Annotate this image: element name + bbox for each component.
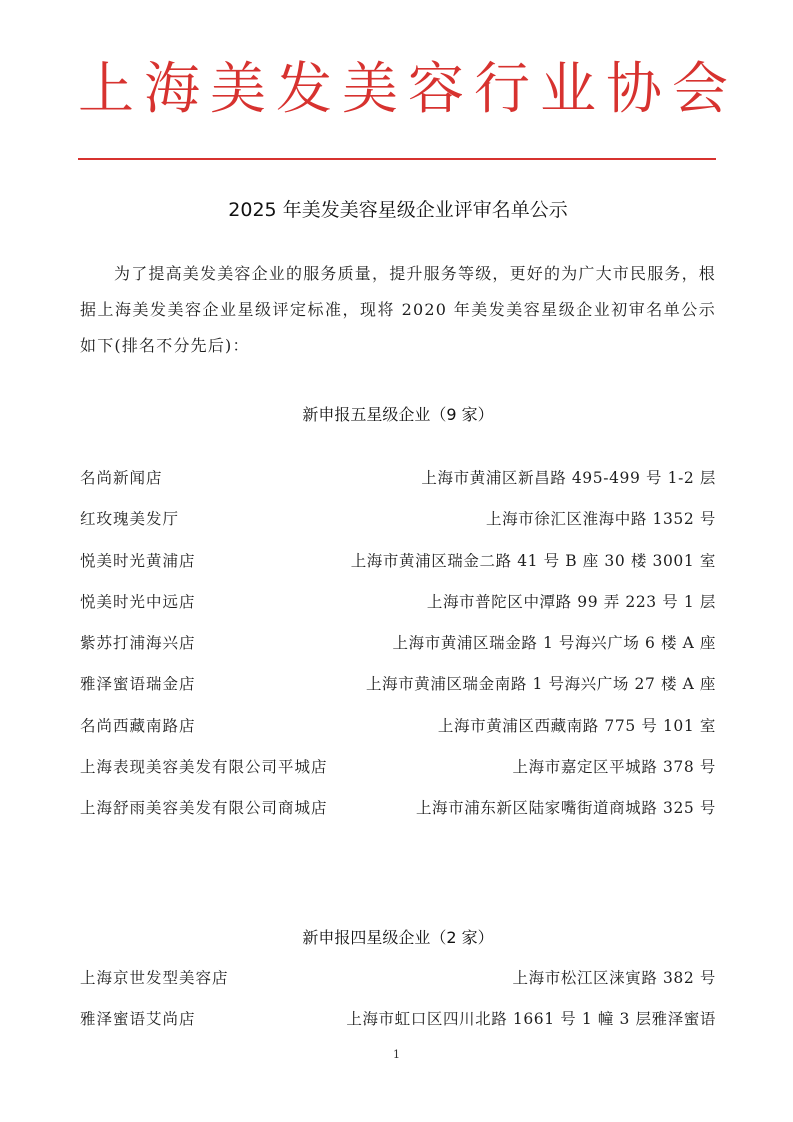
list-item <box>80 466 716 507</box>
list-item <box>80 796 716 837</box>
list-item <box>80 549 716 590</box>
business-address: 上海市嘉定区平城路 378 号 <box>512 758 716 777</box>
list-item <box>80 590 716 631</box>
business-name: 雅泽蜜语瑞金店 <box>80 675 196 694</box>
list-item <box>80 755 716 796</box>
business-address: 上海市普陀区中潭路 99 弄 223 号 1 层 <box>426 592 716 611</box>
business-name: 悦美时光黄浦店 <box>80 551 196 570</box>
section-heading-five-star: 新申报五星级企业（9 家） <box>302 405 494 424</box>
business-address: 上海市黄浦区瑞金南路 1 号海兴广场 27 楼 A 座 <box>365 675 716 694</box>
five-star-list <box>80 466 716 838</box>
business-name: 雅泽蜜语艾尚店 <box>80 1010 196 1029</box>
business-name: 悦美时光中远店 <box>80 592 196 611</box>
business-name: 红玫瑰美发厅 <box>80 510 180 529</box>
list-item <box>80 966 716 1007</box>
page-number: 1 <box>393 1048 400 1061</box>
four-star-list <box>80 966 716 1049</box>
business-name: 上海京世发型美容店 <box>80 969 229 987</box>
business-address: 上海市黄浦区新昌路 495-499 号 1-2 层 <box>421 469 716 487</box>
document-title: 2025 年美发美容星级企业评审名单公示 <box>228 199 568 221</box>
business-name: 上海表现美容美发有限公司平城店 <box>80 758 328 777</box>
list-item <box>80 672 716 713</box>
intro-paragraph: 为了提高美发美容企业的服务质量，提升服务等级，更好的为广大市民服务，根据上海美发美容企业星级评定标准，现将 2020 年美发美容星级企业初审名单公示如下(排名不分先后)： <box>80 264 717 355</box>
business-name: 紫苏打浦海兴店 <box>80 634 196 653</box>
business-address: 上海市黄浦区瑞金路 1 号海兴广场 6 楼 A 座 <box>392 634 716 653</box>
organization-letterhead: 上海美发美容行业协会 <box>78 57 738 122</box>
business-address: 上海市浦东新区陆家嘴街道商城路 325 号 <box>415 799 716 818</box>
business-name: 上海舒雨美容美发有限公司商城店 <box>80 799 328 818</box>
business-name: 名尚新闻店 <box>80 469 163 487</box>
business-address: 上海市松江区涞寅路 382 号 <box>512 969 716 987</box>
list-item <box>80 507 716 548</box>
business-address: 上海市黄浦区西藏南路 775 号 101 室 <box>437 716 716 735</box>
business-address: 上海市徐汇区淮海中路 1352 号 <box>485 510 716 529</box>
list-item <box>80 714 716 755</box>
letterhead-divider <box>78 158 716 160</box>
list-item <box>80 1007 716 1048</box>
business-address: 上海市黄浦区瑞金二路 41 号 B 座 30 楼 3001 室 <box>350 551 716 570</box>
list-item <box>80 631 716 672</box>
section-heading-four-star: 新申报四星级企业（2 家） <box>302 928 494 947</box>
business-name: 名尚西藏南路店 <box>80 716 196 735</box>
business-address: 上海市虹口区四川北路 1661 号 1 幢 3 层雅泽蜜语 <box>346 1010 716 1029</box>
